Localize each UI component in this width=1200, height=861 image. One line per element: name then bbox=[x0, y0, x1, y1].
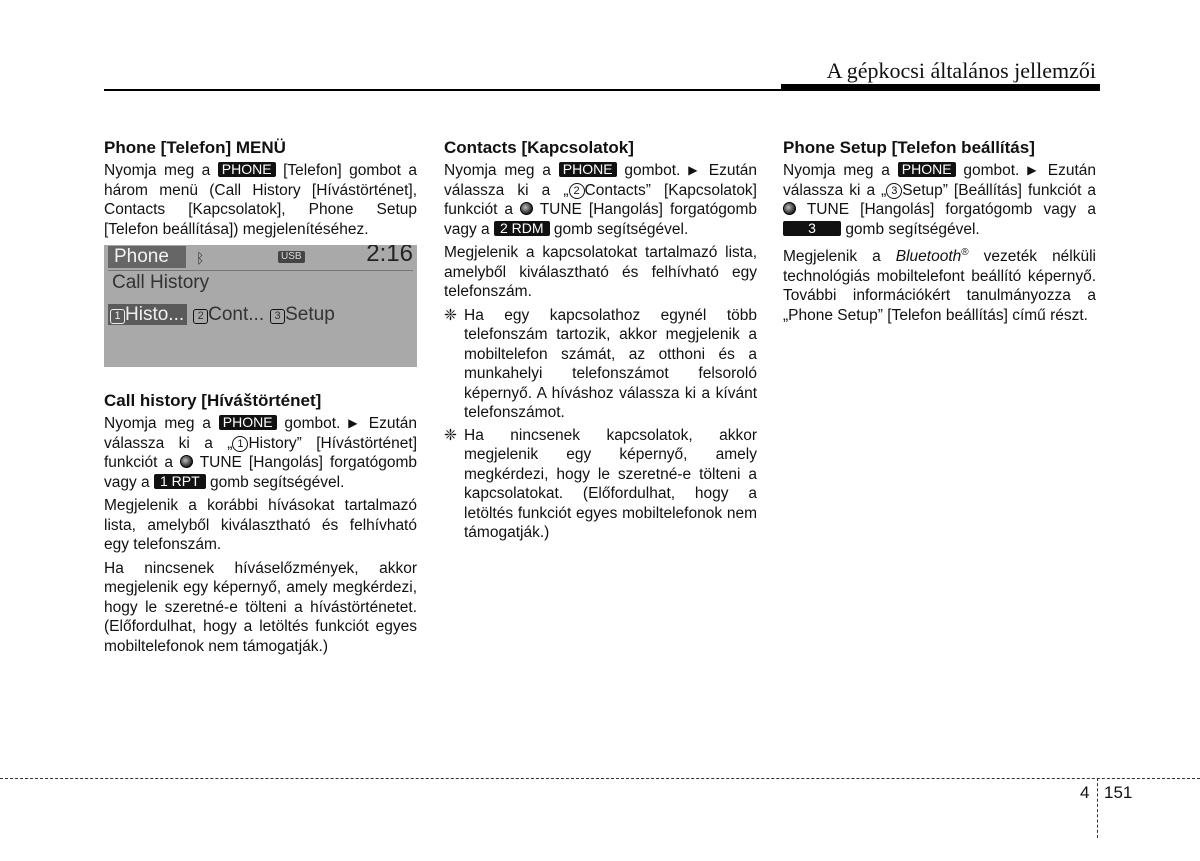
menu-number-icon: 2 bbox=[193, 309, 208, 324]
arrow-right-icon: ▶ bbox=[688, 163, 701, 177]
text-fragment: Contacts” [Kapcsolatok] funkciót a bbox=[444, 181, 757, 218]
text-fragment: Nyomja meg a bbox=[444, 162, 551, 179]
text-fragment: gombot. bbox=[284, 415, 341, 432]
text-fragment: gomb segítségével. bbox=[553, 220, 689, 238]
screen-divider bbox=[108, 270, 413, 271]
bluetooth-icon: ᛒ bbox=[196, 250, 205, 266]
paragraph-contacts-steps bbox=[444, 161, 757, 239]
screen-menu bbox=[108, 303, 335, 327]
column-right bbox=[783, 138, 1096, 329]
note-text: Ha nincsenek kapcsolatok, akkor megjelenik egy képernyő, amely megkérdezi, hogy le szeretné-e tölteni a kapcsolatokat. (Előfordulhat, hogy a letöltés funkciót egyes mobiltelefonok nem támogatják.) bbox=[464, 426, 757, 541]
note-text: Ha egy kapcsolathoz egynél több telefonszám tartozik, akkor megjelenik a mobiltelefon számát, az otthoni és a munkahelyi telefonszámot felsoroló képernyő. A híváshoz válassza ki a kívánt telefonszámot. bbox=[464, 306, 757, 421]
tune-knob-icon bbox=[520, 202, 533, 215]
text-fragment: gomb segítségével. bbox=[845, 220, 980, 238]
text-fragment: Nyomja meg a bbox=[783, 162, 890, 179]
paragraph-call-history-steps bbox=[104, 414, 417, 492]
note-icon: ❈ bbox=[444, 426, 457, 444]
paragraph-phone-menu bbox=[104, 161, 417, 239]
text-fragment: Ezután válassza ki a „ bbox=[104, 415, 417, 452]
tune-label: TUNE bbox=[806, 201, 850, 218]
screen-subtitle: Call History bbox=[112, 272, 210, 293]
rpt-key-badge: 1 RPT bbox=[154, 474, 206, 489]
tune-knob-icon bbox=[180, 455, 193, 468]
text-fragment: [Hangolás] forgatógomb vagy a bbox=[860, 201, 1097, 218]
paragraph-call-history-list: Megjelenik a korábbi hívásokat tartalmazó lista, amelyből kiválasztható és felhívható egy telefonszám. bbox=[104, 497, 417, 553]
tune-label: TUNE bbox=[539, 201, 582, 218]
column-left bbox=[104, 138, 417, 660]
screen-title: Phone bbox=[108, 246, 186, 268]
phone-menu-screen-illustration bbox=[104, 245, 417, 367]
section-heading-phone-menu: Phone [Telefon] MENÜ bbox=[104, 138, 286, 157]
tune-knob-icon bbox=[783, 202, 796, 215]
screen-menu-item-setup bbox=[270, 304, 335, 325]
page-header-title: A gépkocsi általános jellemzői bbox=[826, 58, 1096, 83]
screen-clock: 2:16 bbox=[366, 245, 413, 267]
footer-dashed-divider bbox=[1097, 778, 1098, 838]
text-fragment: gombot. bbox=[624, 162, 681, 179]
text-fragment: Nyomja meg a bbox=[104, 162, 211, 179]
paragraph-setup-screen bbox=[783, 243, 1096, 325]
paragraph-setup-steps bbox=[783, 161, 1096, 239]
text-fragment: [Hangolás] forgatógomb vagy a bbox=[444, 201, 757, 238]
text-fragment: [Hangolás] forgatógomb vagy a bbox=[104, 454, 417, 491]
chapter-number: 4 bbox=[1080, 783, 1090, 802]
menu-label: Histo... bbox=[125, 304, 185, 325]
number-circle-icon: 3 bbox=[886, 183, 902, 199]
note-multiple-numbers bbox=[444, 306, 757, 423]
text-fragment: Ezután válassza ki a „ bbox=[444, 162, 757, 199]
footer-dashed-rule bbox=[0, 778, 1200, 779]
number-circle-icon: 1 bbox=[232, 436, 248, 452]
text-fragment: vezeték nélküli technológiás mobiltelefont beállító képernyő. További információkért tanulmányozza a „Phone Setup” [Telefon beállítás] című részt. bbox=[783, 248, 1097, 324]
text-fragment: History” [Hívástörténet] funkciót a bbox=[104, 434, 418, 471]
section-heading-call-history: Call history [Híváštörténet] bbox=[104, 391, 322, 410]
text-fragment: [Telefon] gombot a három menü (Call History [Hívástörténet], Contacts [Kapcsolatok], Phone Setup [Telefon beállítása]) megjelenítéséhez. bbox=[104, 162, 417, 238]
screen-menu-item-history bbox=[108, 304, 187, 325]
phone-key-badge: PHONE bbox=[559, 162, 617, 177]
rdm-key-badge: 2 RDM bbox=[494, 221, 550, 236]
note-no-contacts bbox=[444, 426, 757, 543]
paragraph-contacts-list: Megjelenik a kapcsolatokat tartalmazó lista, amelyből kiválasztható és felhívható egy telefonszám. bbox=[444, 244, 757, 300]
arrow-right-icon: ▶ bbox=[348, 416, 361, 430]
screen-status-bar bbox=[104, 245, 417, 269]
three-key-badge: 3 bbox=[783, 221, 841, 236]
column-middle bbox=[444, 138, 757, 546]
registered-mark: ® bbox=[961, 247, 969, 258]
menu-label: Cont... bbox=[208, 304, 265, 325]
menu-label: Setup bbox=[285, 304, 335, 325]
text-fragment: Setup” [Beállítás] funkciót a bbox=[902, 181, 1097, 199]
text-fragment: gombot. bbox=[963, 162, 1020, 179]
header-rule bbox=[104, 89, 1100, 91]
bluetooth-term: Bluetooth bbox=[895, 248, 962, 266]
section-heading-phone-setup: Phone Setup [Telefon beállítás] bbox=[783, 138, 1035, 157]
text-fragment: gomb segítségével. bbox=[209, 473, 345, 491]
menu-number-icon: 3 bbox=[270, 309, 285, 324]
phone-key-badge: PHONE bbox=[898, 162, 956, 177]
number-circle-icon: 2 bbox=[569, 183, 585, 199]
phone-key-badge: PHONE bbox=[219, 415, 277, 430]
screen-menu-item-contacts bbox=[193, 304, 264, 325]
menu-number-icon: 1 bbox=[110, 309, 125, 324]
page-number: 151 bbox=[1104, 783, 1133, 802]
note-icon: ❈ bbox=[444, 306, 457, 324]
text-fragment: Ezután válassza ki a „ bbox=[783, 162, 1096, 199]
section-heading-contacts: Contacts [Kapcsolatok] bbox=[444, 138, 634, 157]
tune-label: TUNE bbox=[199, 454, 242, 471]
paragraph-call-history-empty: Ha nincsenek híváselőzmények, akkor megjelenik egy képernyő, amely megkérdezi, hogy le szeretné-e tölteni a hívástörténetet. (Előfordulhat, hogy a letöltés funkciót egyes mobiltelefonok nem támogatják.) bbox=[104, 559, 417, 655]
text-fragment: Nyomja meg a bbox=[104, 415, 211, 432]
text-fragment: Megjelenik a bbox=[783, 248, 881, 266]
usb-icon: USB bbox=[278, 251, 305, 263]
arrow-right-icon: ▶ bbox=[1027, 163, 1040, 177]
phone-key-badge: PHONE bbox=[218, 162, 276, 177]
